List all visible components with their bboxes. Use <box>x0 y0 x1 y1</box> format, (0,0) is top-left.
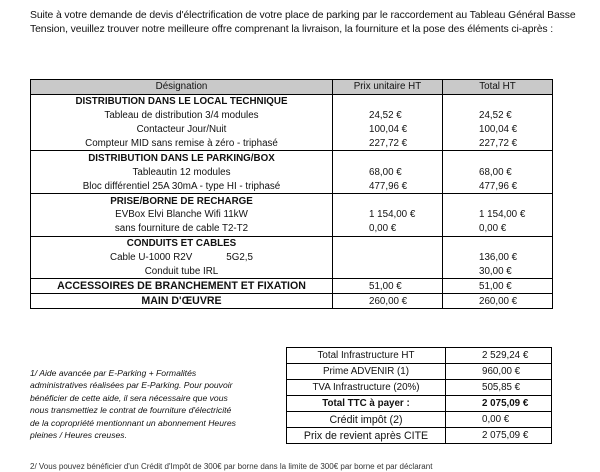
table-row <box>31 251 553 265</box>
total-label: Crédit impôt (2) <box>287 412 446 428</box>
item-label: Compteur MID sans remise à zéro - triphasé <box>31 137 333 151</box>
item-label-cell <box>31 251 333 265</box>
item-unit-price: 68,00 € <box>333 165 443 179</box>
totals-row <box>287 348 552 364</box>
item-total: 0,00 € <box>443 222 553 236</box>
header-designation: Désignation <box>31 80 333 95</box>
labour-row <box>31 294 553 309</box>
header-unit-price: Prix unitaire HT <box>333 80 443 95</box>
table-row <box>31 165 553 179</box>
labour-label: MAIN D'ŒUVRE <box>31 294 333 309</box>
item-label: sans fourniture de cable T2-T2 <box>31 222 333 236</box>
total-value: 960,00 € <box>446 364 552 380</box>
accessories-label: ACCESSOIRES DE BRANCHEMENT ET FIXATION <box>31 279 333 294</box>
totals-table <box>286 347 552 444</box>
item-label: Tableautin 12 modules <box>31 165 333 179</box>
total-value: 0,00 € <box>446 412 552 428</box>
table-row <box>31 109 553 123</box>
item-label: Contacteur Jour/Nuit <box>31 123 333 137</box>
section-row <box>31 94 553 108</box>
item-total: 100,04 € <box>443 123 553 137</box>
totals-row <box>287 364 552 380</box>
total-value: 2 529,24 € <box>446 348 552 364</box>
table-row <box>31 137 553 151</box>
section-title: DISTRIBUTION DANS LE LOCAL TECHNIQUE <box>31 94 333 108</box>
table-row <box>31 123 553 137</box>
advenir-note: 1/ Aide avancée par E-Parking + Formalités administratives réalisées par E-Parking. Pour pouvoir bénéficier de cette aide, il sera nécessaire que vous nous transmettiez le contrat de fourniture d'électricité de la copropriété mentionnant un abonnement Heures pleines / Heures creuses. <box>30 368 236 441</box>
footer-note: 2/ Vous pouvez bénéficier d'un Crédit d'Impôt de 300€ par borne dans la limite de 300€ par borne et par déclarant <box>30 462 433 471</box>
item-unit-price <box>333 251 443 265</box>
totals-row <box>287 380 552 396</box>
total-label: Prix de revient après CITE <box>287 428 446 444</box>
section-title: DISTRIBUTION DANS LE PARKING/BOX <box>31 151 333 165</box>
item-total: 24,52 € <box>443 109 553 123</box>
item-label-extra: 5G2,5 <box>226 252 253 264</box>
section-row <box>31 194 553 208</box>
item-unit-price <box>333 265 443 279</box>
section-row <box>31 236 553 250</box>
accessories-row <box>31 279 553 294</box>
item-label: Bloc différentiel 25A 30mA - type HI - triphasé <box>31 179 333 193</box>
table-row <box>31 222 553 236</box>
item-total: 68,00 € <box>443 165 553 179</box>
totals-row <box>287 428 552 444</box>
table-row <box>31 208 553 222</box>
quote-table <box>30 79 553 309</box>
labour-total: 260,00 € <box>443 294 553 309</box>
item-label: Tableau de distribution 3/4 modules <box>31 109 333 123</box>
total-label: TVA Infrastructure (20%) <box>287 380 446 396</box>
item-unit-price: 227,72 € <box>333 137 443 151</box>
total-label: Prime ADVENIR (1) <box>287 364 446 380</box>
accessories-total: 51,00 € <box>443 279 553 294</box>
total-value: 2 075,09 € <box>446 396 552 412</box>
item-unit-price: 0,00 € <box>333 222 443 236</box>
intro-paragraph: Suite à votre demande de devis d'électrification de votre place de parking par le raccordement au Tableau Général Basse Tension, veuillez trouver notre meilleure offre comprenant la livraison, la fourniture et la pose des éléments ci-après : <box>30 10 576 35</box>
item-unit-price: 24,52 € <box>333 109 443 123</box>
section-title: PRISE/BORNE DE RECHARGE <box>31 194 333 208</box>
total-value: 2 075,09 € <box>446 428 552 444</box>
total-label: Total Infrastructure HT <box>287 348 446 364</box>
table-row <box>31 179 553 193</box>
table-header-row <box>31 80 553 95</box>
item-unit-price: 100,04 € <box>333 123 443 137</box>
item-total: 1 154,00 € <box>443 208 553 222</box>
totals-row-ttc <box>287 396 552 412</box>
header-total: Total HT <box>443 80 553 95</box>
total-label: Total TTC à payer : <box>287 396 446 412</box>
item-total: 30,00 € <box>443 265 553 279</box>
totals-row <box>287 412 552 428</box>
item-total: 136,00 € <box>443 251 553 265</box>
section-row <box>31 151 553 165</box>
item-total: 227,72 € <box>443 137 553 151</box>
accessories-unit-price: 51,00 € <box>333 279 443 294</box>
item-total: 477,96 € <box>443 179 553 193</box>
section-title: CONDUITS ET CABLES <box>31 236 333 250</box>
item-label: Conduit tube IRL <box>31 265 333 279</box>
total-value: 505,85 € <box>446 380 552 396</box>
item-label: Cable U-1000 R2V <box>110 252 193 264</box>
table-row <box>31 265 553 279</box>
labour-unit-price: 260,00 € <box>333 294 443 309</box>
item-unit-price: 477,96 € <box>333 179 443 193</box>
item-unit-price: 1 154,00 € <box>333 208 443 222</box>
item-label: EVBox Elvi Blanche Wifi 11kW <box>31 208 333 222</box>
